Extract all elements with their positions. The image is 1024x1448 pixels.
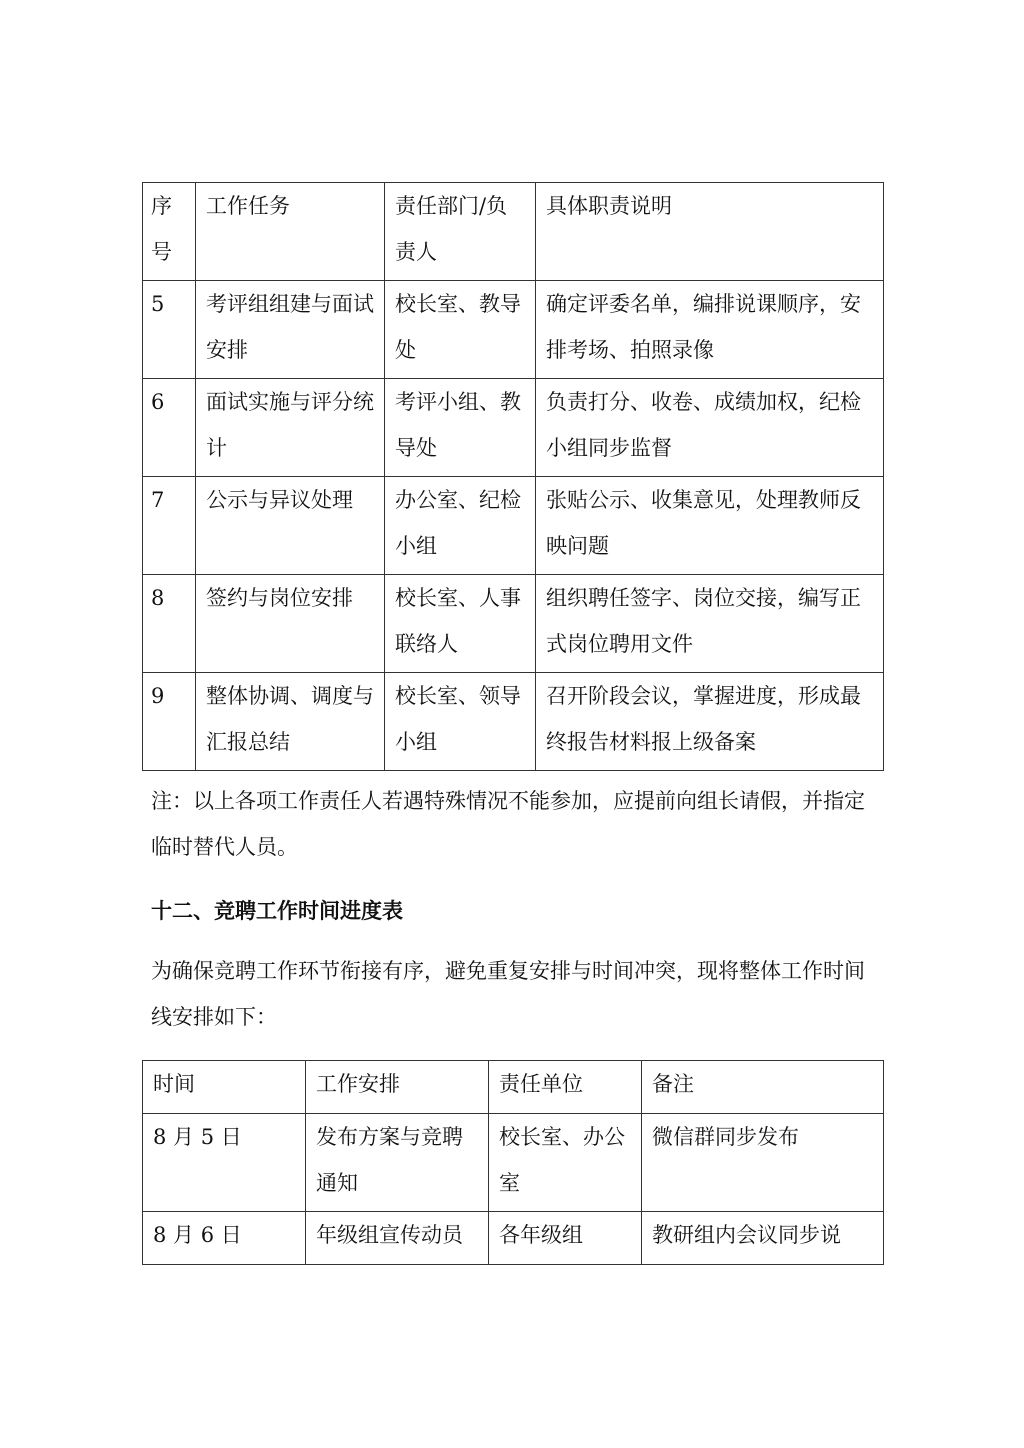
header-cell: 备注 — [642, 1061, 884, 1114]
table-cell: 签约与岗位安排 — [196, 575, 385, 673]
section-heading: 十二、竞聘工作时间进度表 — [151, 899, 403, 923]
responsibility-table — [142, 182, 884, 771]
table-cell: 召开阶段会议，掌握进度，形成最终报告材料报上级备案 — [536, 673, 884, 771]
table-cell: 6 — [143, 379, 196, 477]
table-cell: 微信群同步发布 — [642, 1114, 884, 1212]
table-cell: 考评小组、教导处 — [385, 379, 536, 477]
table-row — [143, 281, 884, 379]
table-cell: 7 — [143, 477, 196, 575]
header-cell: 工作任务 — [196, 183, 385, 281]
table-cell: 整体协调、调度与汇报总结 — [196, 673, 385, 771]
table-row — [143, 1114, 884, 1212]
table-row — [143, 673, 884, 771]
header-cell: 序号 — [143, 183, 196, 281]
table-cell: 考评组组建与面试安排 — [196, 281, 385, 379]
table-cell: 面试实施与评分统计 — [196, 379, 385, 477]
timeline-table — [142, 1060, 884, 1265]
table-cell: 校长室、人事联络人 — [385, 575, 536, 673]
table-cell: 发布方案与竞聘通知 — [306, 1114, 489, 1212]
table-cell: 8 — [143, 575, 196, 673]
table-cell: 确定评委名单，编排说课顺序，安排考场、拍照录像 — [536, 281, 884, 379]
table-cell: 公示与异议处理 — [196, 477, 385, 575]
table-cell: 校长室、领导小组 — [385, 673, 536, 771]
table-cell: 负责打分、收卷、成绩加权，纪检小组同步监督 — [536, 379, 884, 477]
table-header-row — [143, 1061, 884, 1114]
table-cell: 教研组内会议同步说 — [642, 1212, 884, 1265]
table-cell: 8 月 5 日 — [143, 1114, 306, 1212]
table-row — [143, 477, 884, 575]
intro-paragraph: 为确保竞聘工作环节衔接有序，避免重复安排与时间冲突，现将整体工作时间线安排如下： — [151, 959, 865, 1029]
table-cell: 各年级组 — [489, 1212, 642, 1265]
table-note: 注：以上各项工作责任人若遇特殊情况不能参加，应提前向组长请假，并指定临时替代人员。 — [151, 789, 865, 859]
table-header-row — [143, 183, 884, 281]
table-cell: 5 — [143, 281, 196, 379]
table-cell: 校长室、办公室 — [489, 1114, 642, 1212]
table-row — [143, 379, 884, 477]
header-cell: 工作安排 — [306, 1061, 489, 1114]
table-row — [143, 575, 884, 673]
header-cell: 责任单位 — [489, 1061, 642, 1114]
header-cell: 时间 — [143, 1061, 306, 1114]
table-cell: 办公室、纪检小组 — [385, 477, 536, 575]
table-cell: 校长室、教导处 — [385, 281, 536, 379]
table-row — [143, 1212, 884, 1265]
table-cell: 年级组宣传动员 — [306, 1212, 489, 1265]
table-cell: 9 — [143, 673, 196, 771]
table-cell: 组织聘任签字、岗位交接，编写正式岗位聘用文件 — [536, 575, 884, 673]
table-cell: 张贴公示、收集意见，处理教师反映问题 — [536, 477, 884, 575]
header-cell: 具体职责说明 — [536, 183, 884, 281]
table-cell: 8 月 6 日 — [143, 1212, 306, 1265]
header-cell: 责任部门/负责人 — [385, 183, 536, 281]
